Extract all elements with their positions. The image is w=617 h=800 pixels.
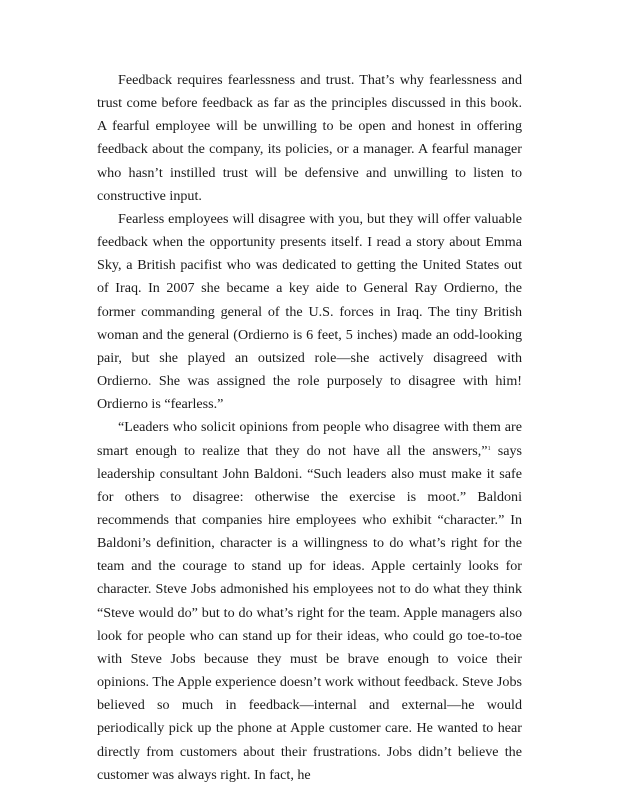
footnote-marker: 1: [487, 445, 491, 452]
paragraph-fearless-employees: Fearless employees will disagree with you, but they will offer valuable feedback when the opportunity presents itself. I read a story about Emma Sky, a British pacifist who was dedicated to getting the United States out of Iraq. In 2007 she became a key aide to General Ray Ordierno, the former commanding general of the U.S. forces in Iraq. The tiny British woman and the general (Ordierno is 6 feet, 5 inches) made an odd-looking pair, but she played an outsized role—she actively disagreed with Ordierno. She was assigned the role purposely to disagree with him! Ordierno is “fearless.”: [97, 210, 522, 413]
paragraph-text-before-footnote: “Leaders who solicit opinions from people who disagree with them are smart enough to realize that they do not have all the answers,”: [97, 419, 522, 459]
paragraph-feedback-trust: Feedback requires fearlessness and trust. That’s why fearlessness and trust come before feedback as far as the principles discussed in this book. A fearful employee will be unwilling to be open and honest in offering feedback about the company, its policies, or a manager. A fearful manager who hasn’t instilled trust will be defensive and unwilling to listen to constructive input.: [97, 72, 522, 204]
page-body: [97, 69, 522, 787]
paragraph-text-after-footnote: says leadership consultant John Baldoni. “Such leaders also must make it safe for others to disagree: otherwise the exercise is moot.” Baldoni recommends that companies hire employees who exhibit “character.” In Baldoni’s definition, character is a willingness to do what’s right for the team and the courage to stand up for ideas. Apple certainly looks for character. Steve Jobs admonished his employees not to do what they think “Steve would do” but to do what’s right for the team. Apple managers also look for people who can stand up for their ideas, who could go toe-to-toe with Steve Jobs because they must be brave enough to voice their opinions. The Apple experience doesn’t work without feedback. Steve Jobs believed so much in feedback—internal and external—he would periodically pick up the phone at Apple customer care. He wanted to hear directly from customers about their frustrations. Jobs didn’t believe the customer was always right. In fact, he: [97, 442, 522, 783]
paragraph-leaders-opinions: [97, 416, 522, 787]
